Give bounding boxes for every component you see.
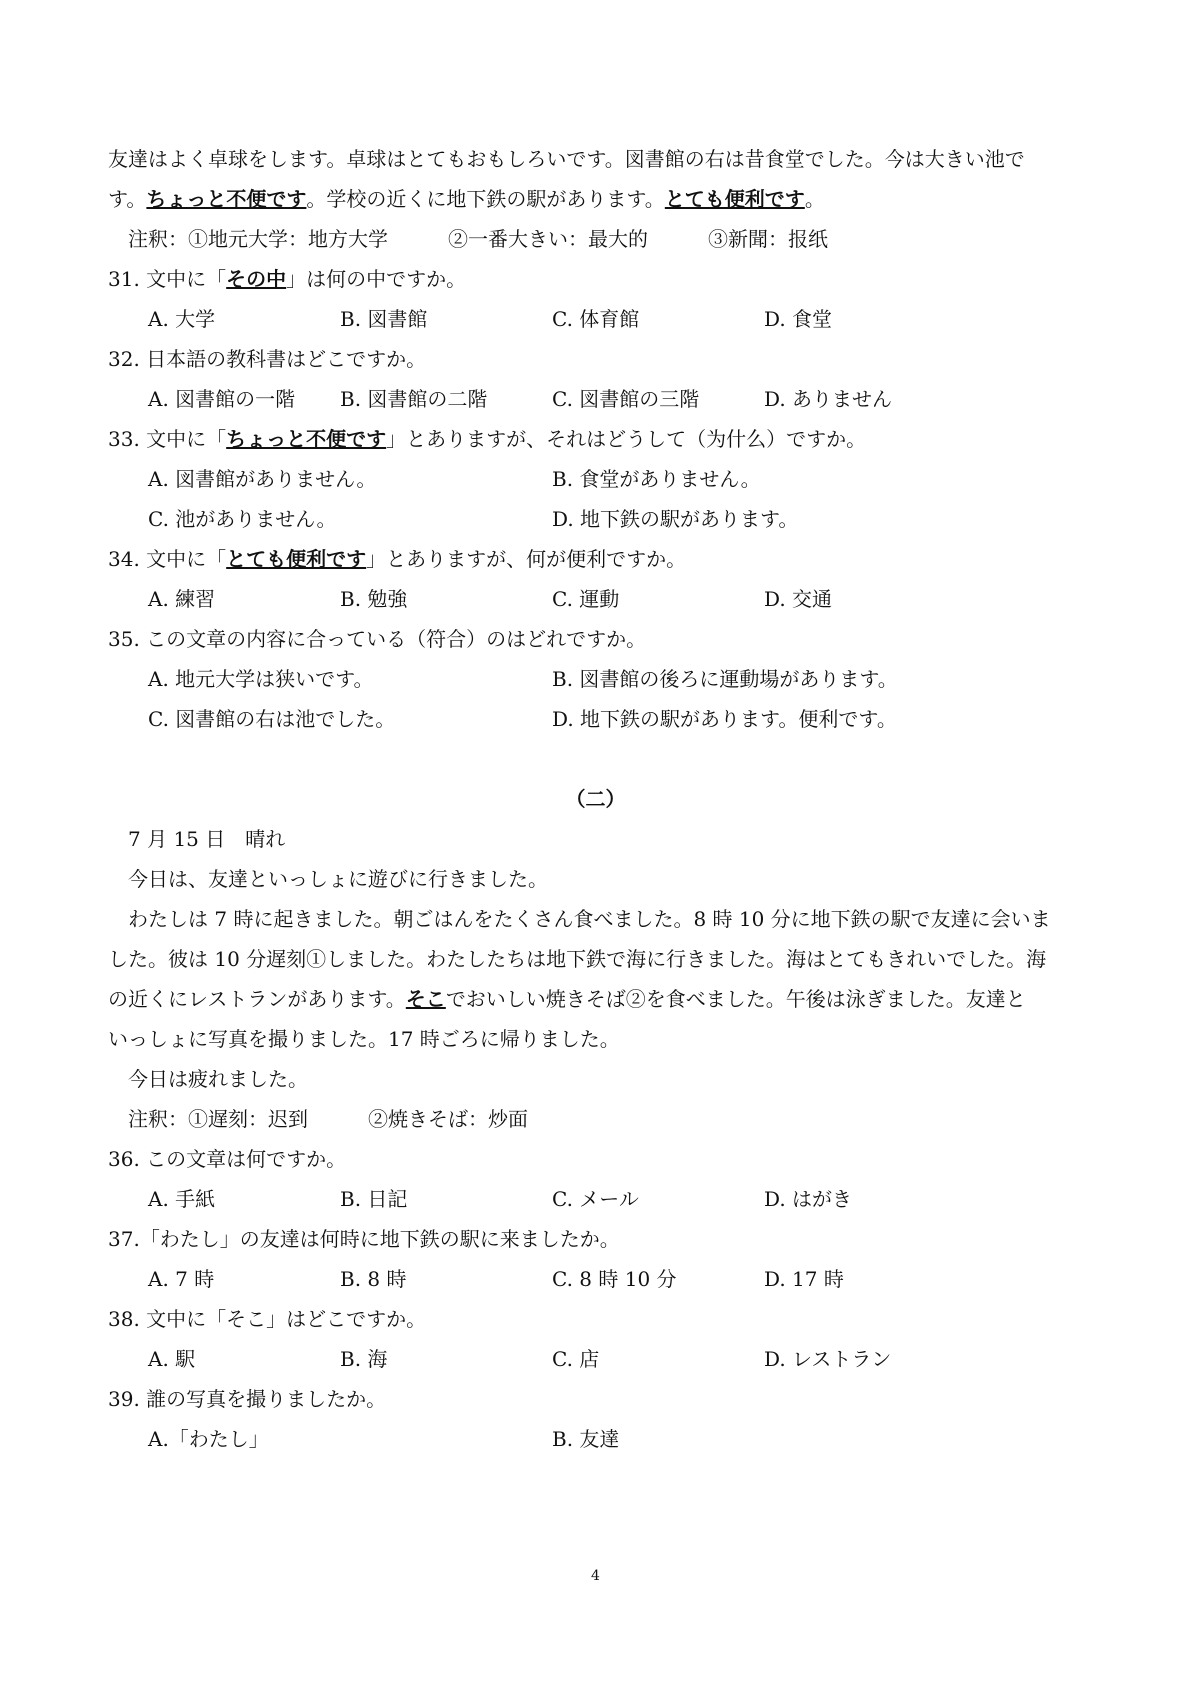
question-31: [108, 265, 1101, 293]
q37-option-a[interactable]: A. 7 時: [148, 1267, 215, 1291]
question-stem: この文章は何ですか。: [146, 1147, 347, 1171]
question-33: [108, 425, 1101, 453]
q33-option-c[interactable]: C. 池がありません。: [148, 507, 337, 531]
page-number: 4: [591, 1568, 600, 1584]
q34-option-d[interactable]: D. 交通: [764, 587, 833, 611]
q37-option-b[interactable]: B. 8 時: [340, 1267, 407, 1291]
diary-text: の近くにレストランがあります。: [108, 987, 406, 1011]
question-stem: 」とありますが、それはどうして（为什么）ですか。: [386, 427, 867, 451]
q33-option-d[interactable]: D. 地下鉄の駅があります。: [552, 507, 799, 531]
question-number: 37.: [108, 1227, 140, 1251]
q39-option-b[interactable]: B. 友達: [552, 1427, 620, 1451]
passage1-line2-text: 。学校の近くに地下鉄の駅があります。: [306, 187, 665, 211]
question-stem: 文中に「そこ」はどこですか。: [146, 1307, 427, 1331]
q34-option-c[interactable]: C. 運動: [552, 587, 620, 611]
q37-option-c[interactable]: C. 8 時 10 分: [552, 1267, 677, 1291]
q38-option-a[interactable]: A. 駅: [148, 1347, 196, 1371]
underlined-word-soko: そこ: [405, 987, 446, 1011]
question-number: 32.: [108, 347, 140, 371]
q36-option-d[interactable]: D. はがき: [764, 1187, 853, 1211]
section-title: （二）: [565, 787, 626, 811]
q39-option-a[interactable]: A.「わたし」: [148, 1427, 269, 1451]
question-stem: 文中に「: [146, 547, 227, 571]
passage1-line2: [108, 185, 1101, 213]
passage1-line2-text: す。: [108, 187, 147, 211]
q32-option-d[interactable]: D. ありません: [764, 387, 893, 411]
q38-option-d[interactable]: D. レストラン: [764, 1347, 892, 1371]
q36-option-c[interactable]: C. メール: [552, 1187, 639, 1211]
q35-option-a[interactable]: A. 地元大学は狭いです。: [148, 667, 374, 691]
q35-option-b[interactable]: B. 図書館の後ろに運動場があります。: [552, 667, 898, 691]
underlined-phrase-convenient: とても便利です: [664, 187, 805, 211]
q34-option-b[interactable]: B. 勉強: [340, 587, 408, 611]
q34-option-a[interactable]: A. 練習: [148, 587, 216, 611]
underlined-phrase-inconvenient: ちょっと不便です: [146, 187, 307, 211]
question-stem: 」とありますが、何が便利ですか。: [366, 547, 687, 571]
question-32: [108, 345, 1101, 373]
passage1-line1: 友達はよく卓球をします。卓球はとてもおもしろいです。図書館の右は昔食堂でした。今は大きい池で: [108, 147, 1025, 171]
passage1-line2-text: 。: [804, 187, 825, 211]
question-number: 34.: [108, 547, 140, 571]
question-stem: 」は何の中ですか。: [286, 267, 467, 291]
q35-option-c[interactable]: C. 図書館の右は池でした。: [148, 707, 396, 731]
q32-option-a[interactable]: A. 図書館の一階: [148, 387, 296, 411]
question-number: 33.: [108, 427, 140, 451]
diary-paragraph-2-line4: いっしょに写真を撮りました。17 時ごろに帰りました。: [108, 1027, 620, 1051]
question-37: [108, 1225, 1101, 1253]
q31-option-a[interactable]: A. 大学: [148, 307, 216, 331]
question-35: [108, 625, 1101, 653]
diary-date: 7 月 15 日 晴れ: [128, 827, 286, 851]
q31-option-c[interactable]: C. 体育館: [552, 307, 640, 331]
question-stem: 「わたし」の友達は何時に地下鉄の駅に来ましたか。: [139, 1227, 620, 1251]
question-stem: 日本語の教科書はどこですか。: [146, 347, 427, 371]
question-stem: この文章の内容に合っている（符合）のはどれですか。: [146, 627, 647, 651]
underlined-phrase: その中: [226, 267, 287, 291]
question-36: [108, 1145, 1101, 1173]
question-number: 39.: [108, 1387, 140, 1411]
q33-option-b[interactable]: B. 食堂がありません。: [552, 467, 761, 491]
underlined-phrase: とても便利です: [226, 547, 367, 571]
q32-option-b[interactable]: B. 図書館の二階: [340, 387, 488, 411]
q31-option-d[interactable]: D. 食堂: [764, 307, 833, 331]
question-stem: 文中に「: [146, 267, 227, 291]
question-number: 38.: [108, 1307, 140, 1331]
q38-option-b[interactable]: B. 海: [340, 1347, 388, 1371]
question-39: [108, 1385, 1101, 1413]
diary-paragraph-2-line3: [108, 985, 1101, 1013]
q32-option-c[interactable]: C. 図書館の三階: [552, 387, 700, 411]
q36-option-b[interactable]: B. 日記: [340, 1187, 408, 1211]
question-number: 31.: [108, 267, 140, 291]
q35-option-d[interactable]: D. 地下鉄の駅があります。便利です。: [552, 707, 897, 731]
q31-option-b[interactable]: B. 図書館: [340, 307, 428, 331]
diary-paragraph-3: 今日は疲れました。: [128, 1067, 308, 1091]
diary-note: 注釈：①遅刻：迟到 ②焼きそば：炒面: [128, 1107, 528, 1131]
question-number: 36.: [108, 1147, 140, 1171]
q37-option-d[interactable]: D. 17 時: [764, 1267, 844, 1291]
diary-paragraph-1: 今日は、友達といっしょに遊びに行きました。: [128, 867, 548, 891]
q33-option-a[interactable]: A. 図書館がありません。: [148, 467, 377, 491]
question-38: [108, 1305, 1101, 1333]
passage1-note: 注釈：①地元大学：地方大学 ②一番大きい：最大的 ③新聞：报纸: [128, 227, 828, 251]
q36-option-a[interactable]: A. 手紙: [148, 1187, 216, 1211]
underlined-phrase: ちょっと不便です: [226, 427, 387, 451]
question-number: 35.: [108, 627, 140, 651]
q38-option-c[interactable]: C. 店: [552, 1347, 600, 1371]
question-stem: 文中に「: [146, 427, 227, 451]
diary-paragraph-2-line1: わたしは 7 時に起きました。朝ごはんをたくさん食べました。8 時 10 分に地下鉄の駅で友達に会いま: [128, 907, 1051, 931]
diary-paragraph-2-line2: した。彼は 10 分遅刻①しました。わたしたちは地下鉄で海に行きました。海はとてもきれいでした。海: [108, 947, 1047, 971]
diary-text: でおいしい焼きそば②を食べました。午後は泳ぎました。友達と: [445, 987, 1026, 1011]
question-stem: 誰の写真を撮りましたか。: [146, 1387, 387, 1411]
question-34: [108, 545, 1101, 573]
